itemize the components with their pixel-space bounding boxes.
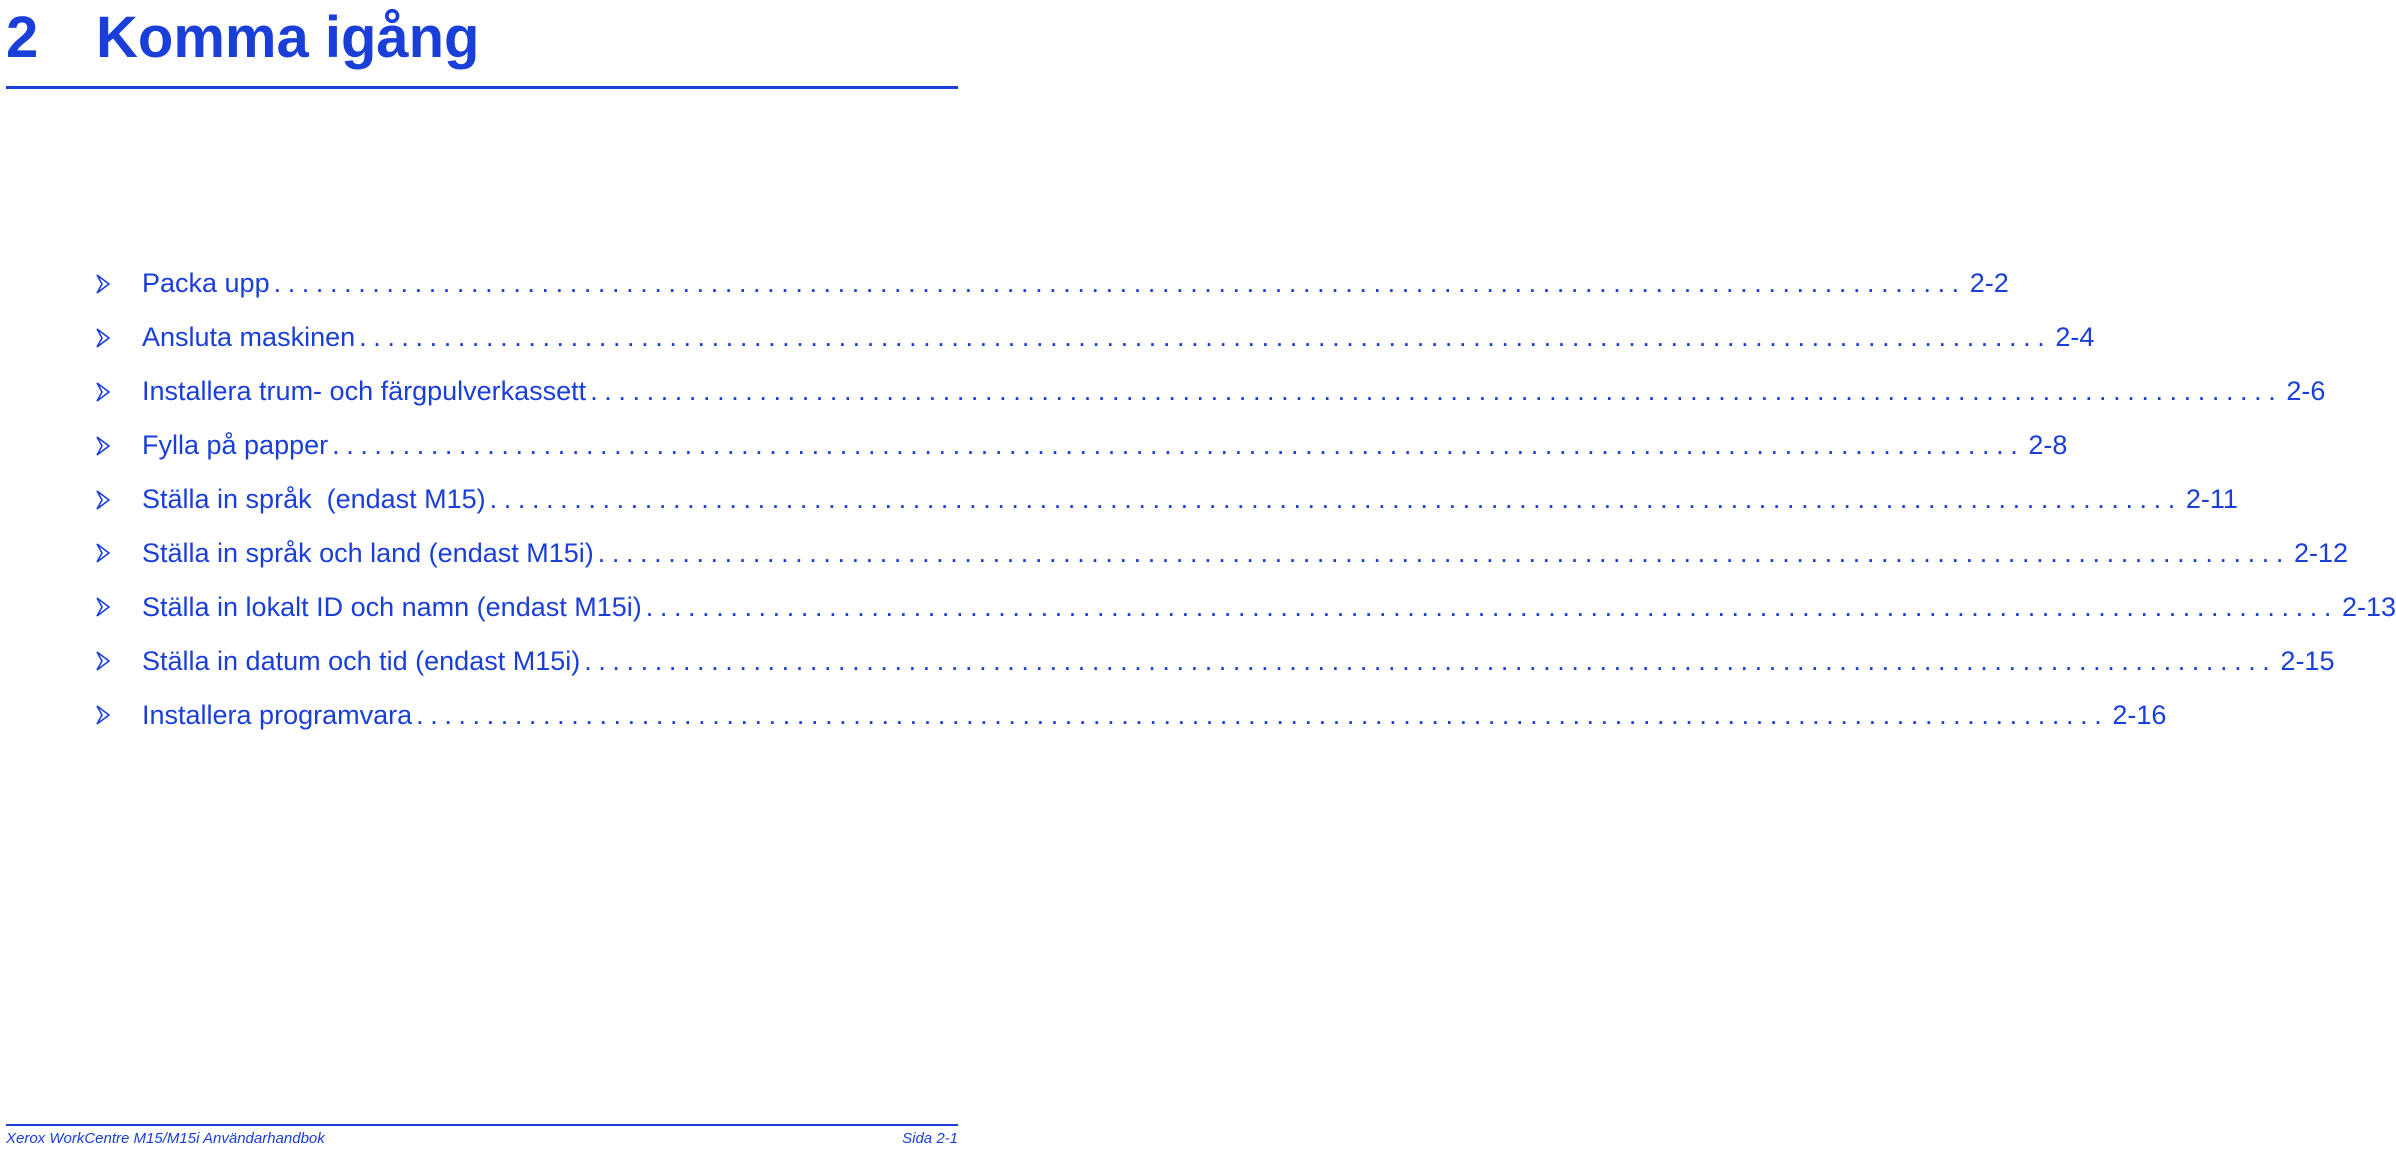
toc-dot-leader: ........................................................................................................................ (416, 699, 2109, 730)
toc-entry-page: 2-11 (2185, 484, 2238, 514)
toc-entry-label: Ställa in språk (endast M15) (142, 484, 486, 514)
toc-entry-label: Installera trum- och färgpulverkassett (142, 376, 587, 407)
arrowhead-right-icon (96, 651, 110, 671)
toc-entry-page: 2-12 (2293, 537, 2348, 568)
toc-entry-row (142, 322, 2094, 353)
toc-dot-leader: ........................................................................................................................ (584, 645, 2277, 676)
toc-entry-label: Fylla på papper (142, 430, 329, 461)
toc-dot-leader: ........................................................................................................................ (597, 537, 2290, 568)
toc-entry-page: 2-15 (2280, 645, 2335, 676)
arrowhead-right-icon (96, 705, 110, 725)
arrowhead-right-icon (96, 543, 110, 563)
table-of-contents (96, 257, 2396, 742)
toc-entry-page: 2-16 (2112, 699, 2167, 730)
toc-entry-row (142, 430, 2067, 461)
arrowhead-right-icon (96, 382, 110, 402)
chapter-header (6, 0, 958, 90)
toc-dot-leader: ........................................................................................................................ (273, 268, 1966, 299)
toc-dot-leader: ........................................................................................................................ (590, 376, 2283, 407)
toc-entry-label: Installera programvara (142, 699, 413, 730)
toc-entry-page: 2-2 (1969, 268, 2009, 299)
toc-entry[interactable] (96, 688, 2167, 742)
footer-document-title: Xerox WorkCentre M15/M15i Användarhandbok (6, 1130, 325, 1147)
toc-entry-row (142, 700, 2166, 731)
toc-dot-leader: ........................................................................................................................ (359, 322, 2052, 353)
footer-rule (6, 1124, 958, 1126)
toc-entry[interactable] (96, 257, 2009, 311)
toc-entry-row (142, 646, 2334, 677)
chapter-number: 2 (6, 5, 39, 70)
header-rule (6, 86, 958, 89)
footer-page-number: Sida 2-1 (902, 1130, 958, 1147)
toc-dot-leader: ........................................................................................................................ (332, 430, 2025, 461)
toc-entry[interactable] (96, 419, 2068, 473)
toc-entry-label: Ställa in lokalt ID och namn (endast M15i) (142, 591, 642, 622)
chapter-title (6, 0, 480, 76)
toc-entry-row (142, 592, 2396, 623)
toc-dot-leader: ........................................................................................................................ (645, 591, 2338, 622)
toc-entry[interactable] (96, 526, 2348, 580)
chapter-name: Komma igång (96, 5, 480, 70)
arrowhead-right-icon (96, 274, 110, 294)
toc-entry-page: 2-4 (2055, 322, 2095, 353)
toc-entry-label: Ställa in datum och tid (endast M15i) (142, 645, 581, 676)
arrowhead-right-icon (96, 436, 110, 456)
toc-entry-label: Ansluta maskinen (142, 322, 356, 353)
toc-entry[interactable] (96, 473, 2238, 527)
toc-entry-page: 2-6 (2286, 376, 2326, 407)
arrowhead-right-icon (96, 328, 110, 348)
toc-entry-page: 2-13 (2341, 591, 2396, 622)
arrowhead-right-icon (96, 490, 110, 510)
toc-entry[interactable] (96, 311, 2095, 365)
arrowhead-right-icon (96, 597, 110, 617)
toc-dot-leader: ........................................................................................................................ (489, 484, 2182, 514)
toc-entry-label: Ställa in språk och land (endast M15i) (142, 537, 594, 568)
toc-entry[interactable] (96, 365, 2326, 419)
toc-entry-label: Packa upp (142, 268, 270, 299)
toc-entry-page: 2-8 (2028, 430, 2068, 461)
toc-entry-row (142, 538, 2348, 569)
toc-entry-row (142, 484, 2238, 515)
toc-entry[interactable] (96, 580, 2396, 634)
toc-entry-row (142, 268, 2009, 299)
toc-entry-row (142, 376, 2325, 407)
toc-entry[interactable] (96, 634, 2335, 688)
